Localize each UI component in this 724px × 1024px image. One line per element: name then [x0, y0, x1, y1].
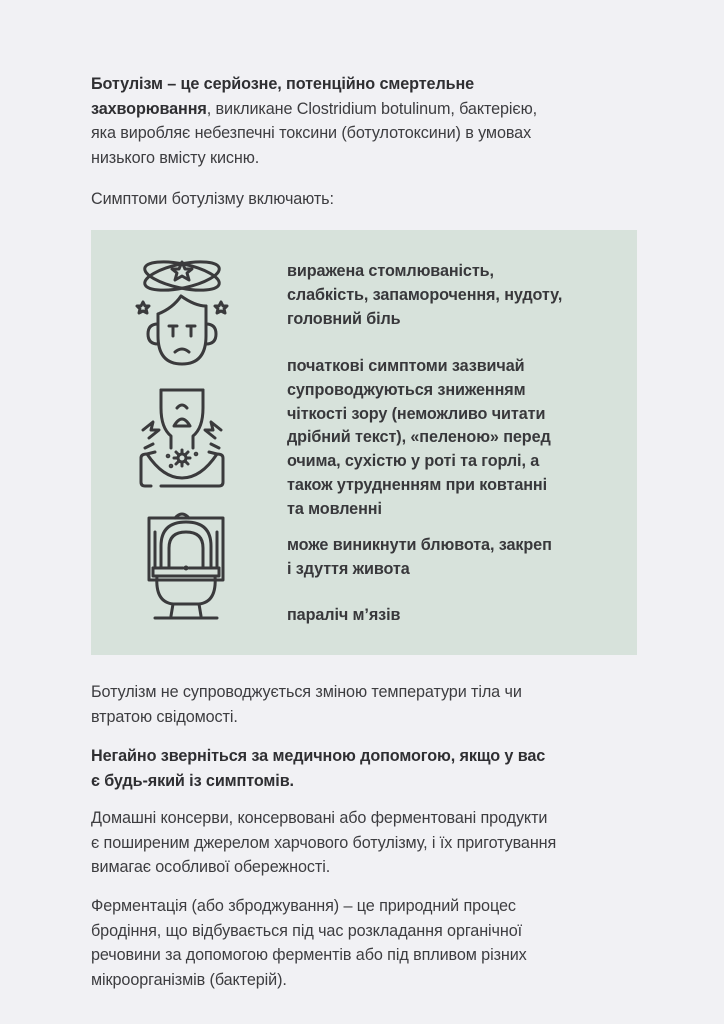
symptom-item-3: може виникнути блювота, закреп і здуття живота — [287, 536, 552, 578]
intro-line-3: яка виробляє небезпечні токсини (ботулотоксини) в умовах — [91, 124, 532, 142]
no-fever-paragraph: Ботулізм не супроводжується зміною температури тіла чи втратою свідомості. — [91, 683, 522, 726]
intro-bold-2: захворювання — [91, 99, 207, 118]
symptoms-heading: Симптоми ботулізму включають: — [91, 190, 334, 208]
symptoms-box — [91, 230, 637, 655]
symptom-item-1: виражена стомлюваність, слабкість, запаморочення, нудоту, головний біль — [287, 262, 563, 328]
dizzy-head-icon — [133, 256, 231, 368]
sore-throat-icon — [133, 378, 231, 490]
intro-line-4: низького вмісту кисню. — [91, 148, 260, 167]
intro-paragraph — [91, 72, 537, 170]
fermentation-paragraph: Ферментація (або зброджування) – це природний процес бродіння, що відбувається під час розкладання органічної речовини за допомогою ферментів або під впливом різних мікроорганізмів (бактерій). — [91, 897, 527, 989]
symptom-item-4: параліч м’язів — [287, 606, 401, 624]
symptom-item-2: початкові симптоми зазвичай супроводжуються зниженням чіткості зору (неможливо читати дрібний текст), «пеленою» перед очима, сухістю у роті та горлі, а також утрудненням при ковтанні та мовленні — [287, 357, 551, 518]
seek-help-paragraph: Негайно зверніться за медичною допомогою, якщо у вас є будь-який із симптомів. — [91, 747, 546, 790]
toilet-icon — [133, 508, 231, 620]
home-canning-paragraph: Домашні консерви, консервовані або ферментовані продукти є поширеним джерелом харчового ботулізму, і їх приготування вимагає особливої обережності. — [91, 809, 557, 876]
intro-bold-1: Ботулізм – це серйозне, потенційно смертельне — [91, 75, 475, 93]
intro-line-2: , викликане Clostridium botulinum, бактерією, — [206, 99, 538, 118]
